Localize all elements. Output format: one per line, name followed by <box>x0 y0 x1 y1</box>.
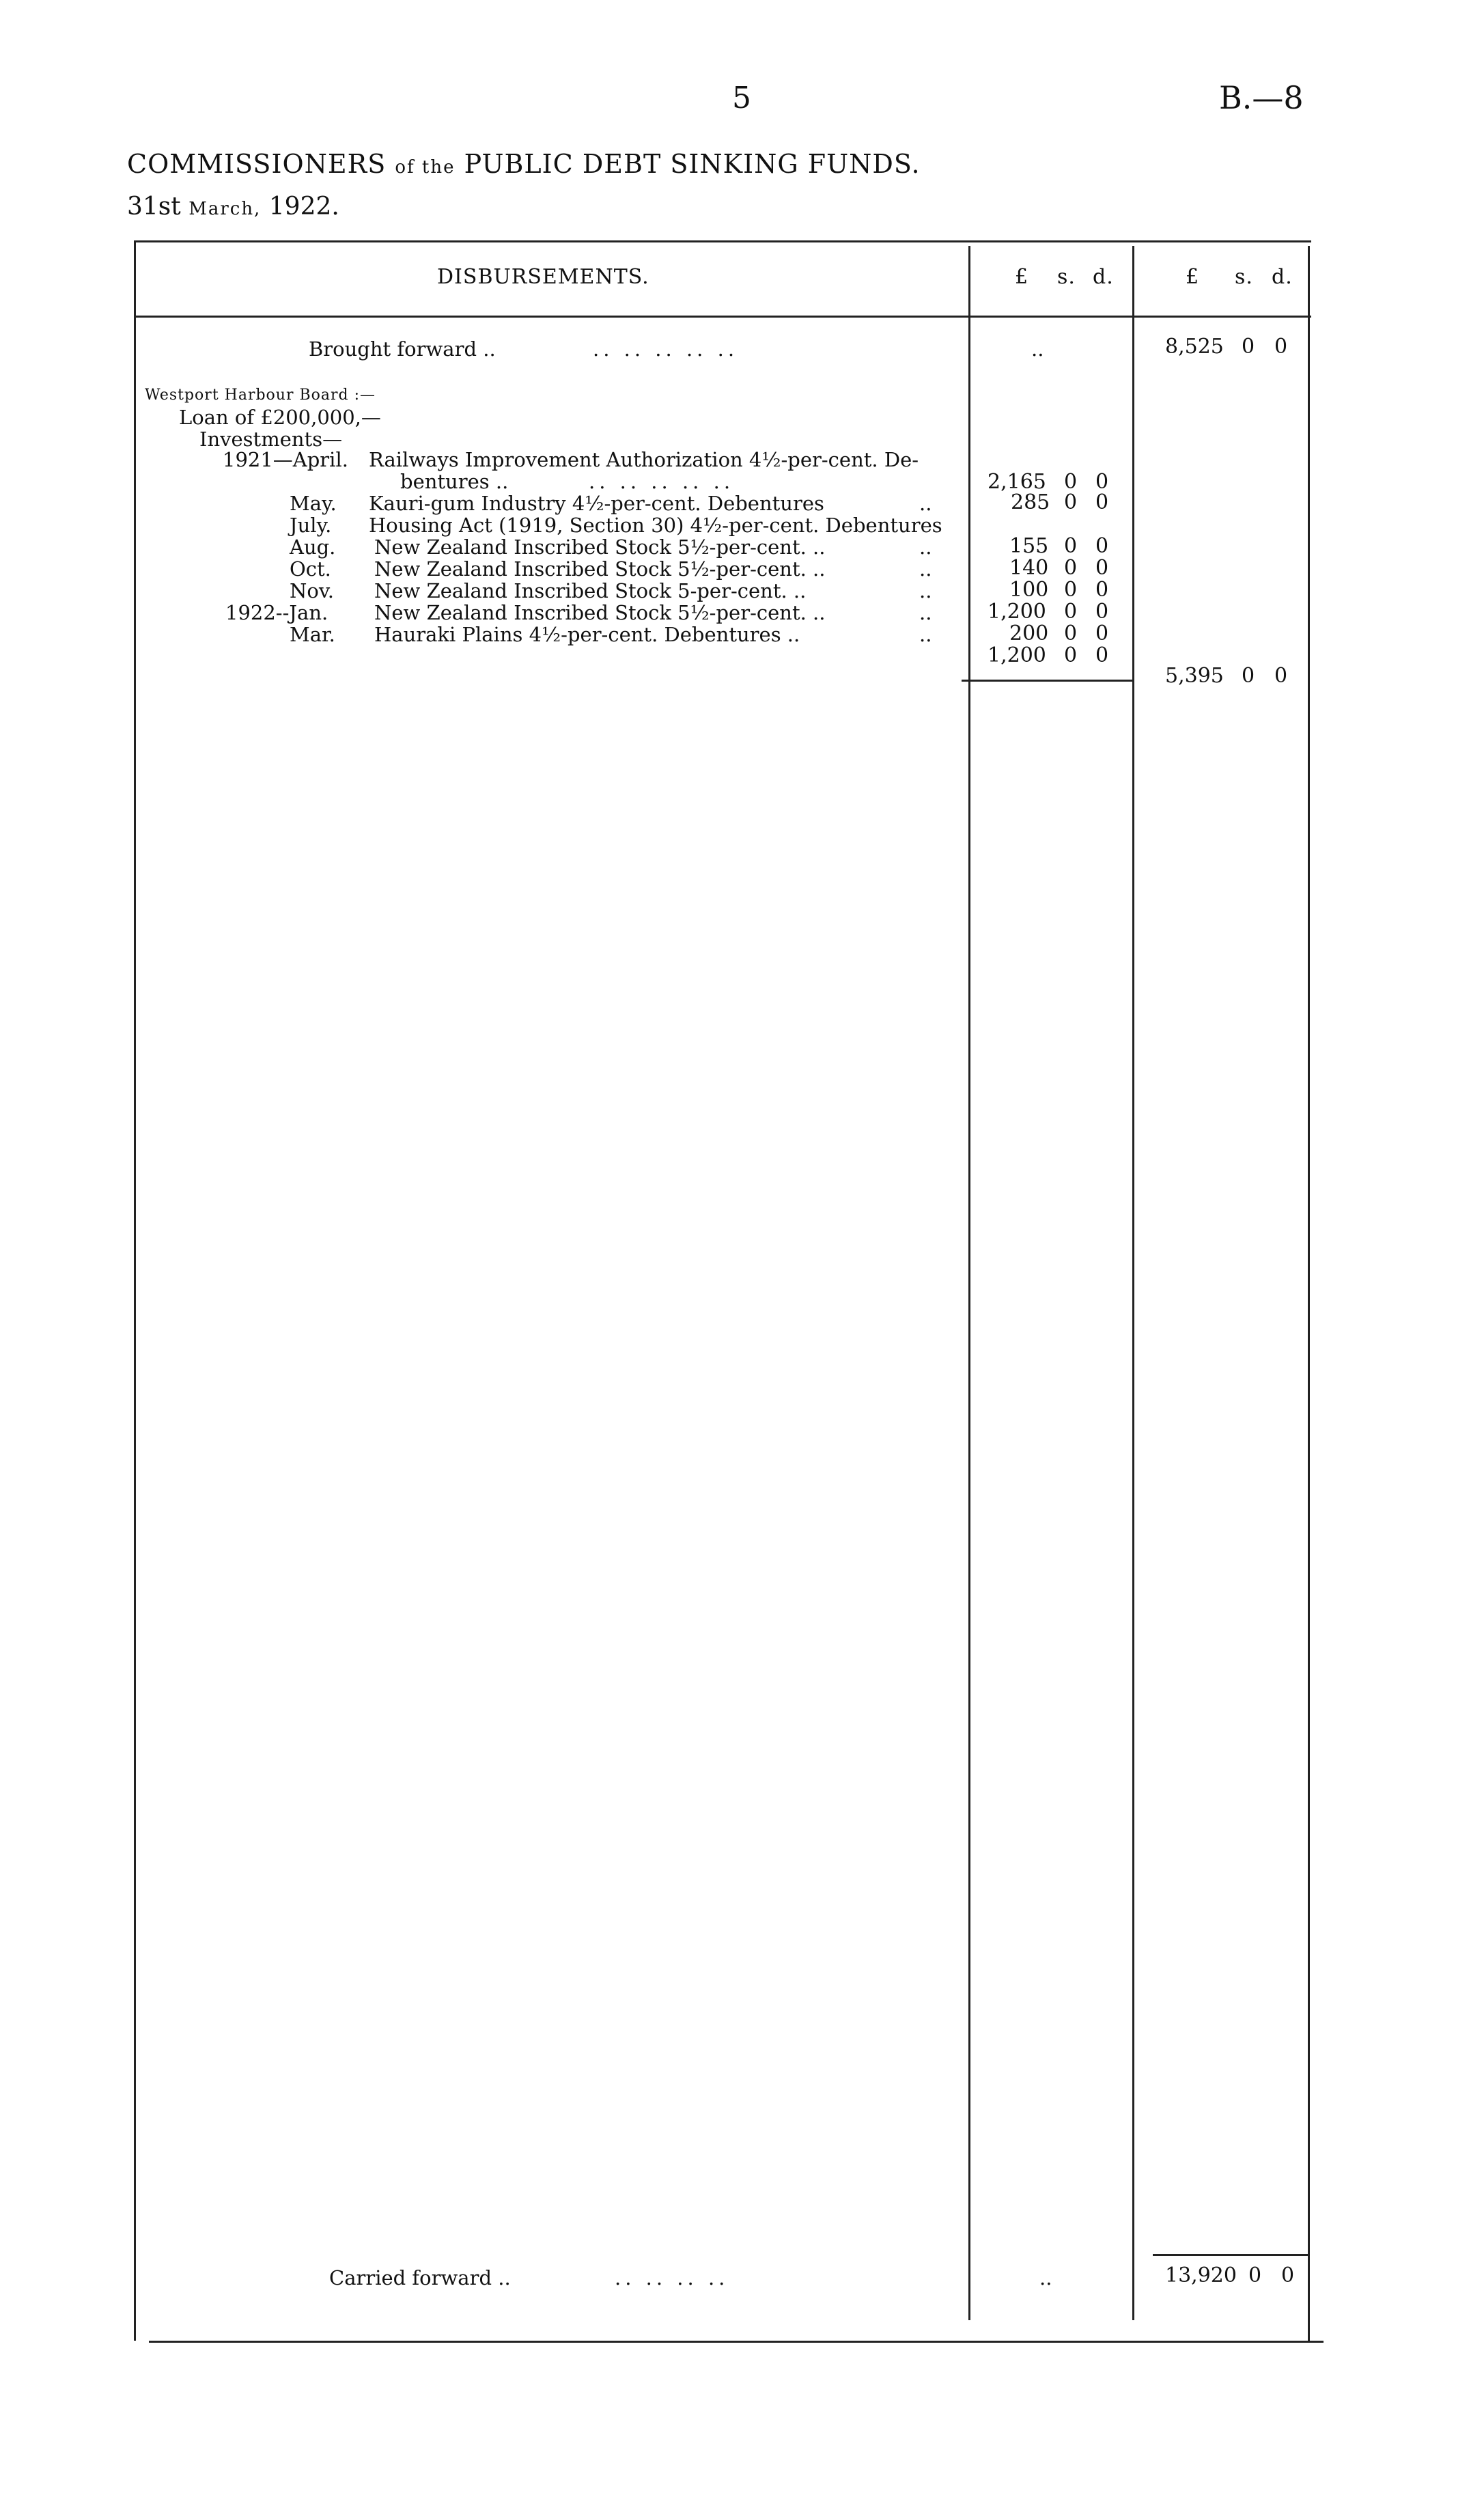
disbursements-heading: DISBURSEMENTS. <box>437 265 649 289</box>
entry-description: New Zealand Inscribed Stock 5½-per-cent. .. <box>374 557 826 581</box>
table-right-rule <box>1308 246 1310 2341</box>
entry-shillings: 0 <box>1064 622 1078 645</box>
col-pounds-2: £ <box>1186 265 1200 289</box>
entry-pence: 0 <box>1095 490 1109 514</box>
brought-forward-total: 8,525 <box>1165 335 1224 359</box>
entry-description: Railways Improvement Authorization 4½-per-cent. De- <box>369 448 919 471</box>
carried-forward-pence: 0 <box>1281 2264 1295 2287</box>
entry-amount: 200 <box>1009 622 1049 645</box>
col-pounds-1: £ <box>1015 265 1029 289</box>
column-divider-1 <box>968 246 970 2320</box>
entry-leader: .. <box>919 579 932 602</box>
entry-leader: .. <box>919 492 932 515</box>
subtotal-amount: 5,395 <box>1165 664 1224 688</box>
subtotal-pence: 0 <box>1274 664 1288 688</box>
entry-leader: .. <box>919 557 932 581</box>
entry-date: Oct. <box>290 557 331 581</box>
entry-amount: 1,200 <box>988 643 1046 667</box>
entry-description: New Zealand Inscribed Stock 5½-per-cent. .. <box>374 535 826 559</box>
entry-amount: 1,200 <box>988 600 1046 624</box>
entry-pence: 0 <box>1095 600 1109 624</box>
entry-leader: .. <box>919 623 932 646</box>
col-pence-1: d. <box>1093 265 1114 289</box>
entry-shillings: 0 <box>1064 470 1078 494</box>
title-part-2: of the <box>395 157 456 178</box>
brought-forward-label: Brought forward .. <box>309 337 496 361</box>
entry-amount: 285 <box>1011 490 1050 514</box>
page-number: 5 <box>732 81 751 115</box>
date-part-2: March, <box>188 199 262 219</box>
page-title <box>127 149 921 179</box>
subtotal-shillings: 0 <box>1242 664 1255 688</box>
table-top-rule <box>134 240 1311 242</box>
entry-date: Mar. <box>290 623 335 646</box>
total-rule <box>1153 2254 1310 2256</box>
report-date <box>127 193 339 221</box>
brought-forward-pence: 0 <box>1274 335 1288 359</box>
carried-forward-shillings: 0 <box>1248 2264 1262 2287</box>
entry-description-continued: bentures .. <box>400 470 509 493</box>
carried-forward-label: Carried forward .. <box>329 2266 511 2289</box>
col-pence-2: d. <box>1272 265 1293 289</box>
entry-description: Hauraki Plains 4½-per-cent. Debentures .. <box>374 623 800 646</box>
table-left-rule <box>134 240 136 2341</box>
entry-description: Kauri-gum Industry 4½-per-cent. Debentures <box>369 492 824 515</box>
entry-pence: 0 <box>1095 470 1109 494</box>
entry-date: 1921—April. <box>223 448 348 471</box>
document-reference: B.—8 <box>1219 79 1304 116</box>
entry-amount: 100 <box>1009 578 1049 602</box>
date-part-1: 31st <box>127 193 181 221</box>
entry-leader: .. .. .. .. .. <box>589 470 735 493</box>
entry-shillings: 0 <box>1064 643 1078 667</box>
investments-line: Investments— <box>199 428 343 451</box>
brought-forward-shillings: 0 <box>1242 335 1255 359</box>
entry-date: Nov. <box>290 579 334 602</box>
entry-pence: 0 <box>1095 578 1109 602</box>
board-name: Westport Harbour Board :— <box>145 387 376 404</box>
entry-description: New Zealand Inscribed Stock 5½-per-cent. .. <box>374 601 826 624</box>
carried-forward-total: 13,920 <box>1165 2264 1237 2287</box>
brought-forward-col1: .. <box>1031 337 1044 361</box>
entry-shillings: 0 <box>1064 578 1078 602</box>
entry-shillings: 0 <box>1064 490 1078 514</box>
entry-amount: 2,165 <box>988 470 1046 494</box>
carried-forward-leader: .. .. .. .. <box>615 2266 729 2289</box>
table-bottom-rule <box>149 2341 1324 2343</box>
column-divider-2 <box>1132 246 1134 2320</box>
carried-forward-col1: .. <box>1039 2266 1052 2289</box>
entry-pence: 0 <box>1095 556 1109 580</box>
col-shillings-1: s. <box>1057 265 1076 289</box>
entry-shillings: 0 <box>1064 600 1078 624</box>
entry-description: New Zealand Inscribed Stock 5-per-cent. .. <box>374 579 807 602</box>
title-part-3: PUBLIC DEBT SINKING FUNDS. <box>464 149 921 179</box>
entry-date: May. <box>290 492 337 515</box>
date-part-3: 1922. <box>268 193 339 221</box>
col-shillings-2: s. <box>1235 265 1253 289</box>
entry-date: July. <box>290 514 332 537</box>
subtotal-rule <box>962 680 1132 682</box>
entry-leader: .. <box>919 601 932 624</box>
entry-pence: 0 <box>1095 643 1109 667</box>
entry-amount: 140 <box>1009 556 1049 580</box>
entry-description: Housing Act (1919, Section 30) 4½-per-cent. Debentures <box>369 514 942 537</box>
entry-amount: 155 <box>1009 534 1049 558</box>
brought-forward-leader: .. .. .. .. .. <box>593 337 739 361</box>
loan-line: Loan of £200,000,— <box>179 406 381 429</box>
table-header-rule <box>134 316 1311 318</box>
entry-shillings: 0 <box>1064 534 1078 558</box>
title-part-1: COMMISSIONERS <box>127 149 387 179</box>
entry-pence: 0 <box>1095 534 1109 558</box>
entry-date: 1922--Jan. <box>225 601 328 624</box>
entry-shillings: 0 <box>1064 556 1078 580</box>
entry-date: Aug. <box>290 535 336 559</box>
entry-leader: .. <box>919 535 932 559</box>
entry-pence: 0 <box>1095 622 1109 645</box>
